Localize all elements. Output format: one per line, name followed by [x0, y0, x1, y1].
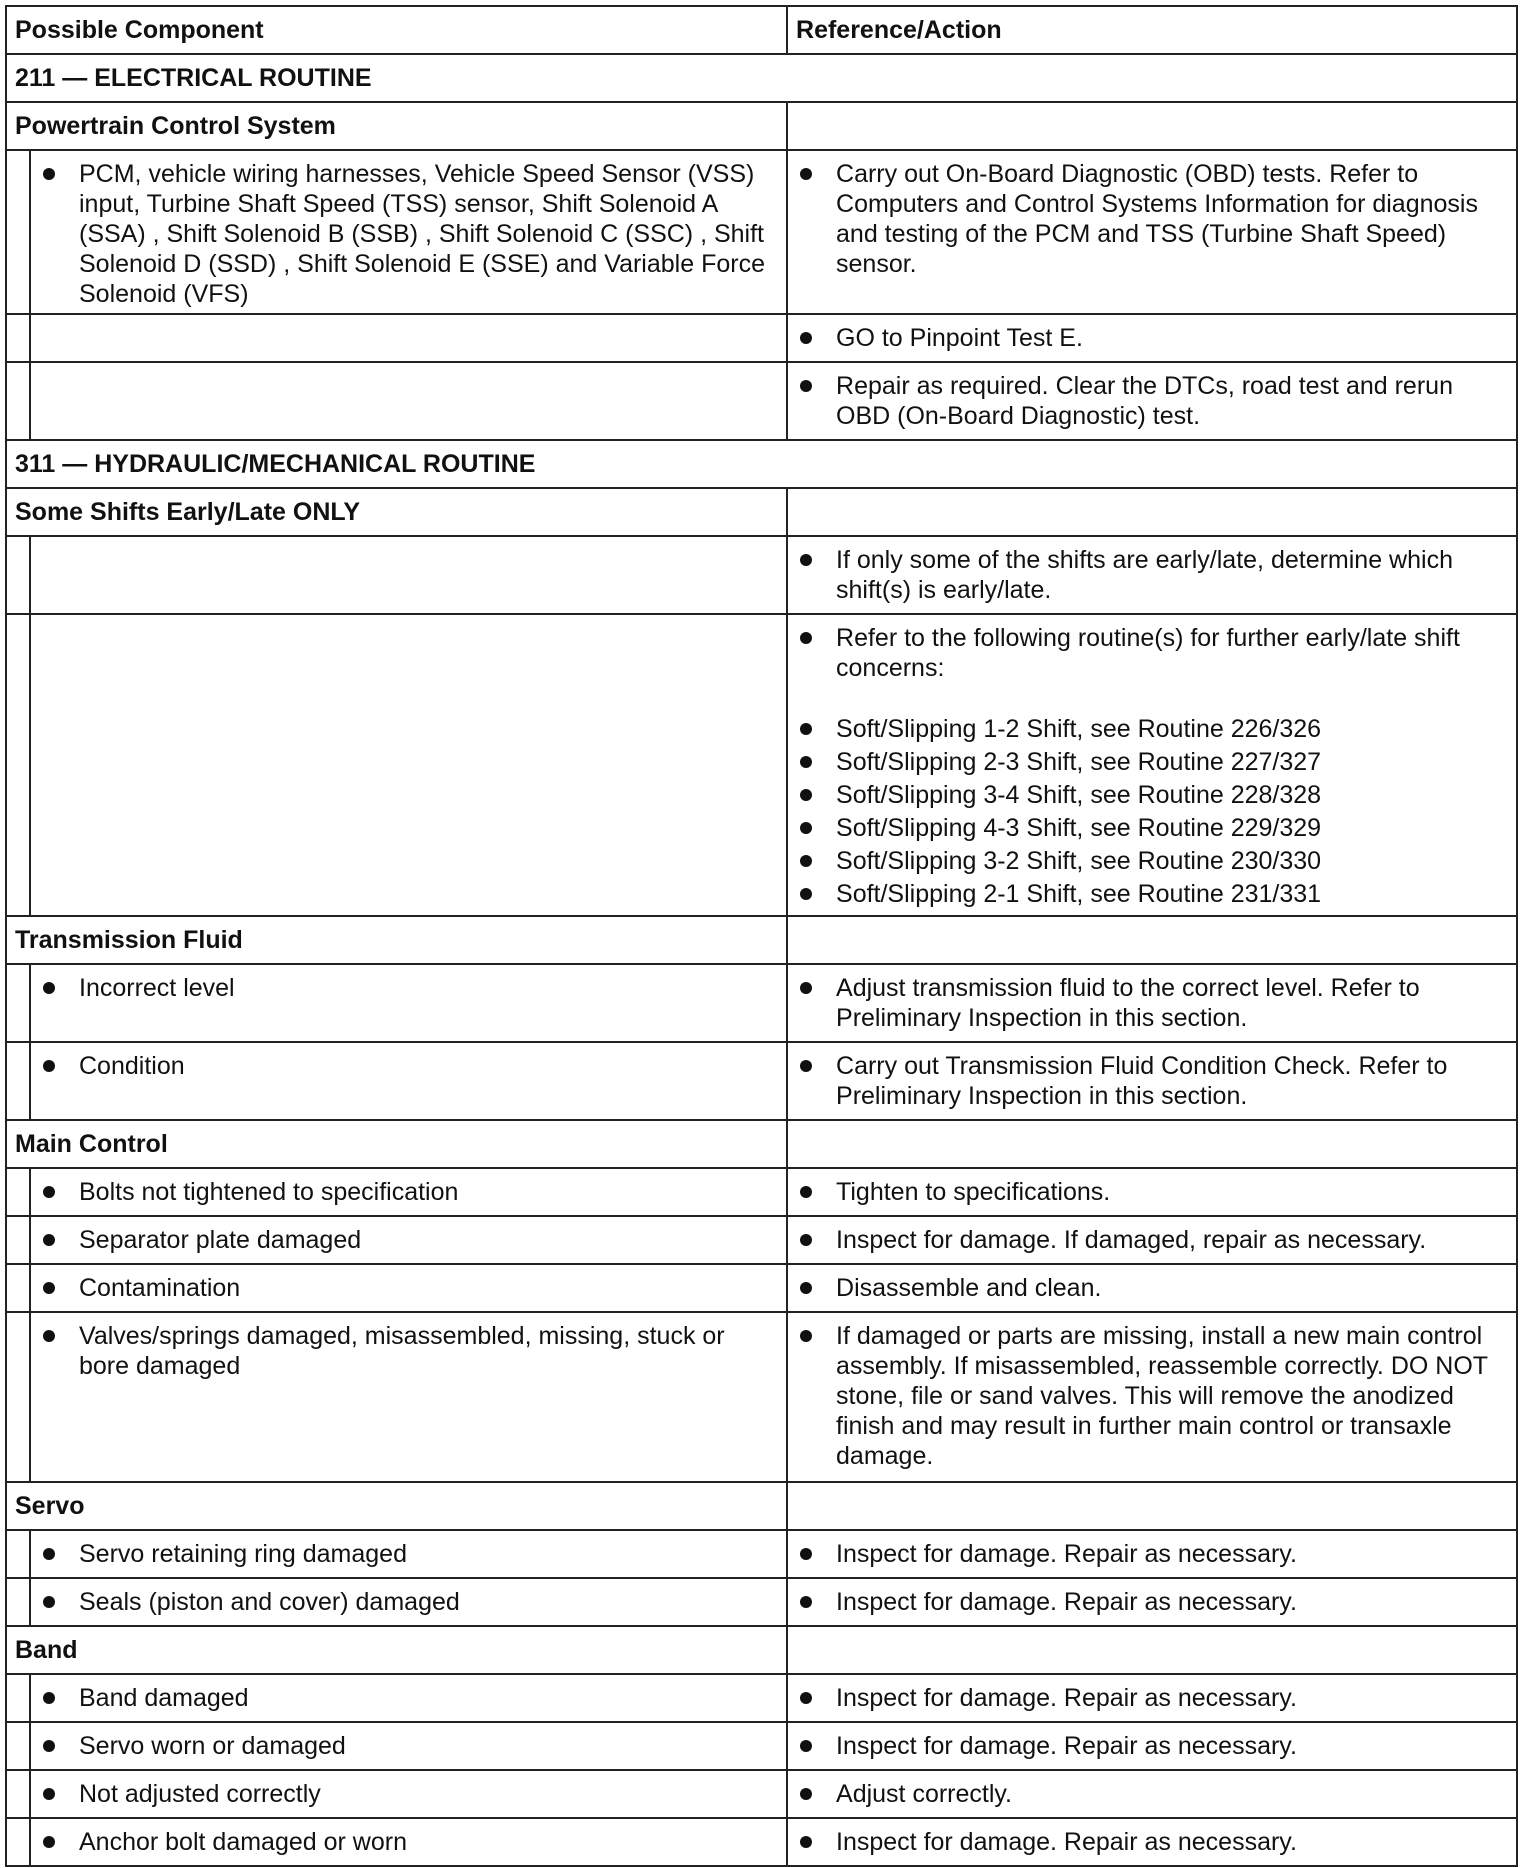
- category-title-early-late: Some Shifts Early/Late ONLY: [6, 488, 787, 536]
- component-cell: [30, 536, 787, 614]
- component-cell: [30, 1264, 787, 1312]
- action-item: Disassemble and clean.: [796, 1273, 1508, 1303]
- category-row-servo: [6, 1482, 1517, 1530]
- component-item: Anchor bolt damaged or worn: [39, 1827, 778, 1857]
- routine-list-item: Soft/Slipping 2-3 Shift, see Routine 227/327: [796, 746, 1508, 779]
- section-title-311: 311 — HYDRAULIC/MECHANICAL ROUTINE: [6, 440, 1517, 488]
- component-item: Servo retaining ring damaged: [39, 1539, 778, 1569]
- category-row-main-control: [6, 1120, 1517, 1168]
- category-empty-cell: [787, 488, 1517, 536]
- category-title-powertrain: Powertrain Control System: [6, 102, 787, 150]
- table-row: [6, 1674, 1517, 1722]
- action-item: If damaged or parts are missing, install a new main control assembly. If misassembled, reassemble correctly. DO NOT stone, file or sand valves. This will remove the anodized finish and may result in further main control or transaxle damage.: [796, 1321, 1508, 1471]
- component-cell: [30, 1818, 787, 1866]
- header-reference-action: Reference/Action: [787, 6, 1517, 54]
- category-title-fluid: Transmission Fluid: [6, 916, 787, 964]
- action-cell: [787, 1722, 1517, 1770]
- category-row-band: [6, 1626, 1517, 1674]
- header-possible-component: Possible Component: [6, 6, 787, 54]
- table-row: [6, 614, 1517, 916]
- action-cell: [787, 536, 1517, 614]
- table-row: [6, 314, 1517, 362]
- component-cell: [30, 1530, 787, 1578]
- action-item: Tighten to specifications.: [796, 1177, 1508, 1207]
- category-empty-cell: [787, 916, 1517, 964]
- row-gutter: [6, 536, 30, 614]
- category-row-fluid: [6, 916, 1517, 964]
- action-cell: [787, 362, 1517, 440]
- component-cell: [30, 614, 787, 916]
- action-cell: [787, 1770, 1517, 1818]
- component-cell: [30, 362, 787, 440]
- routine-list-item: Soft/Slipping 4-3 Shift, see Routine 229/329: [796, 812, 1508, 845]
- action-item: Repair as required. Clear the DTCs, road test and rerun OBD (On-Board Diagnostic) test.: [796, 371, 1508, 431]
- component-item: Contamination: [39, 1273, 778, 1303]
- component-cell: [30, 1042, 787, 1120]
- table-header-row: [6, 6, 1517, 54]
- table-row: [6, 1264, 1517, 1312]
- action-cell: [787, 1674, 1517, 1722]
- row-gutter: [6, 1042, 30, 1120]
- component-cell: [30, 1168, 787, 1216]
- component-cell: [30, 1578, 787, 1626]
- component-item: Servo worn or damaged: [39, 1731, 778, 1761]
- action-cell: [787, 1312, 1517, 1482]
- component-item: Condition: [39, 1051, 778, 1081]
- category-empty-cell: [787, 1120, 1517, 1168]
- row-gutter: [6, 362, 30, 440]
- component-item: Valves/springs damaged, misassembled, missing, stuck or bore damaged: [39, 1321, 778, 1381]
- action-cell: [787, 1264, 1517, 1312]
- action-cell: [787, 1530, 1517, 1578]
- row-gutter: [6, 1216, 30, 1264]
- component-cell: [30, 1216, 787, 1264]
- action-item: Inspect for damage. Repair as necessary.: [796, 1683, 1508, 1713]
- component-cell: [30, 964, 787, 1042]
- component-item: Not adjusted correctly: [39, 1779, 778, 1809]
- component-item: PCM, vehicle wiring harnesses, Vehicle Speed Sensor (VSS) input, Turbine Shaft Speed (TSS) sensor, Shift Solenoid A (SSA) , Shift Solenoid B (SSB) , Shift Solenoid C (SSC) , Shift Solenoid D (SSD) , Shift Solenoid E (SSE) and Variable Force Solenoid (VFS): [39, 159, 778, 309]
- table-row: [6, 362, 1517, 440]
- table-row: [6, 1818, 1517, 1866]
- action-item: Inspect for damage. Repair as necessary.: [796, 1539, 1508, 1569]
- row-gutter: [6, 1312, 30, 1482]
- routine-list: [796, 713, 1508, 911]
- row-gutter: [6, 150, 30, 314]
- row-gutter: [6, 1770, 30, 1818]
- table-row: [6, 150, 1517, 314]
- table-row: [6, 1042, 1517, 1120]
- table-row: [6, 1722, 1517, 1770]
- action-item: GO to Pinpoint Test E.: [796, 323, 1508, 353]
- component-item: Band damaged: [39, 1683, 778, 1713]
- row-gutter: [6, 1818, 30, 1866]
- action-cell: [787, 314, 1517, 362]
- row-gutter: [6, 314, 30, 362]
- action-cell: [787, 1578, 1517, 1626]
- section-title-211: 211 — ELECTRICAL ROUTINE: [6, 54, 1517, 102]
- category-empty-cell: [787, 102, 1517, 150]
- action-item: Carry out On-Board Diagnostic (OBD) tests. Refer to Computers and Control Systems Information for diagnosis and testing of the PCM and TSS (Turbine Shaft Speed) sensor.: [796, 159, 1508, 279]
- action-item: Refer to the following routine(s) for further early/late shift concerns:: [796, 623, 1508, 683]
- row-gutter: [6, 1722, 30, 1770]
- table-row: [6, 1168, 1517, 1216]
- row-gutter: [6, 964, 30, 1042]
- action-item: Carry out Transmission Fluid Condition Check. Refer to Preliminary Inspection in this section.: [796, 1051, 1508, 1111]
- row-gutter: [6, 1264, 30, 1312]
- category-title-servo: Servo: [6, 1482, 787, 1530]
- action-cell: [787, 964, 1517, 1042]
- row-gutter: [6, 1674, 30, 1722]
- routine-list-item: Soft/Slipping 1-2 Shift, see Routine 226/326: [796, 713, 1508, 746]
- action-item: Inspect for damage. Repair as necessary.: [796, 1827, 1508, 1857]
- category-title-band: Band: [6, 1626, 787, 1674]
- action-cell: [787, 614, 1517, 916]
- table-row: [6, 1530, 1517, 1578]
- category-empty-cell: [787, 1482, 1517, 1530]
- action-item: Adjust correctly.: [796, 1779, 1508, 1809]
- component-cell: [30, 1770, 787, 1818]
- action-cell: [787, 1042, 1517, 1120]
- action-cell: [787, 1168, 1517, 1216]
- table-row: [6, 1578, 1517, 1626]
- routine-list-item: Soft/Slipping 2-1 Shift, see Routine 231/331: [796, 878, 1508, 911]
- routine-list-item: Soft/Slipping 3-4 Shift, see Routine 228/328: [796, 779, 1508, 812]
- action-item: Inspect for damage. Repair as necessary.: [796, 1731, 1508, 1761]
- component-item: Incorrect level: [39, 973, 778, 1003]
- component-item: Seals (piston and cover) damaged: [39, 1587, 778, 1617]
- component-cell: [30, 1312, 787, 1482]
- component-cell: [30, 314, 787, 362]
- table-row: [6, 1216, 1517, 1264]
- component-item: Bolts not tightened to specification: [39, 1177, 778, 1207]
- action-item: Inspect for damage. Repair as necessary.: [796, 1587, 1508, 1617]
- row-gutter: [6, 614, 30, 916]
- table-row: [6, 964, 1517, 1042]
- component-cell: [30, 150, 787, 314]
- action-item: If only some of the shifts are early/late, determine which shift(s) is early/late.: [796, 545, 1508, 605]
- section-row-211: [6, 54, 1517, 102]
- table-row: [6, 1770, 1517, 1818]
- section-row-311: [6, 440, 1517, 488]
- action-cell: [787, 1216, 1517, 1264]
- diagnostic-table: [5, 5, 1518, 1867]
- table-row: [6, 536, 1517, 614]
- routine-list-item: Soft/Slipping 3-2 Shift, see Routine 230/330: [796, 845, 1508, 878]
- action-item: Adjust transmission fluid to the correct level. Refer to Preliminary Inspection in this section.: [796, 973, 1508, 1033]
- action-cell: [787, 150, 1517, 314]
- action-item: Inspect for damage. If damaged, repair as necessary.: [796, 1225, 1508, 1255]
- action-cell: [787, 1818, 1517, 1866]
- row-gutter: [6, 1578, 30, 1626]
- category-title-main-control: Main Control: [6, 1120, 787, 1168]
- category-row-early-late: [6, 488, 1517, 536]
- category-row-powertrain: [6, 102, 1517, 150]
- component-cell: [30, 1722, 787, 1770]
- row-gutter: [6, 1530, 30, 1578]
- component-item: Separator plate damaged: [39, 1225, 778, 1255]
- table-row: [6, 1312, 1517, 1482]
- component-cell: [30, 1674, 787, 1722]
- row-gutter: [6, 1168, 30, 1216]
- category-empty-cell: [787, 1626, 1517, 1674]
